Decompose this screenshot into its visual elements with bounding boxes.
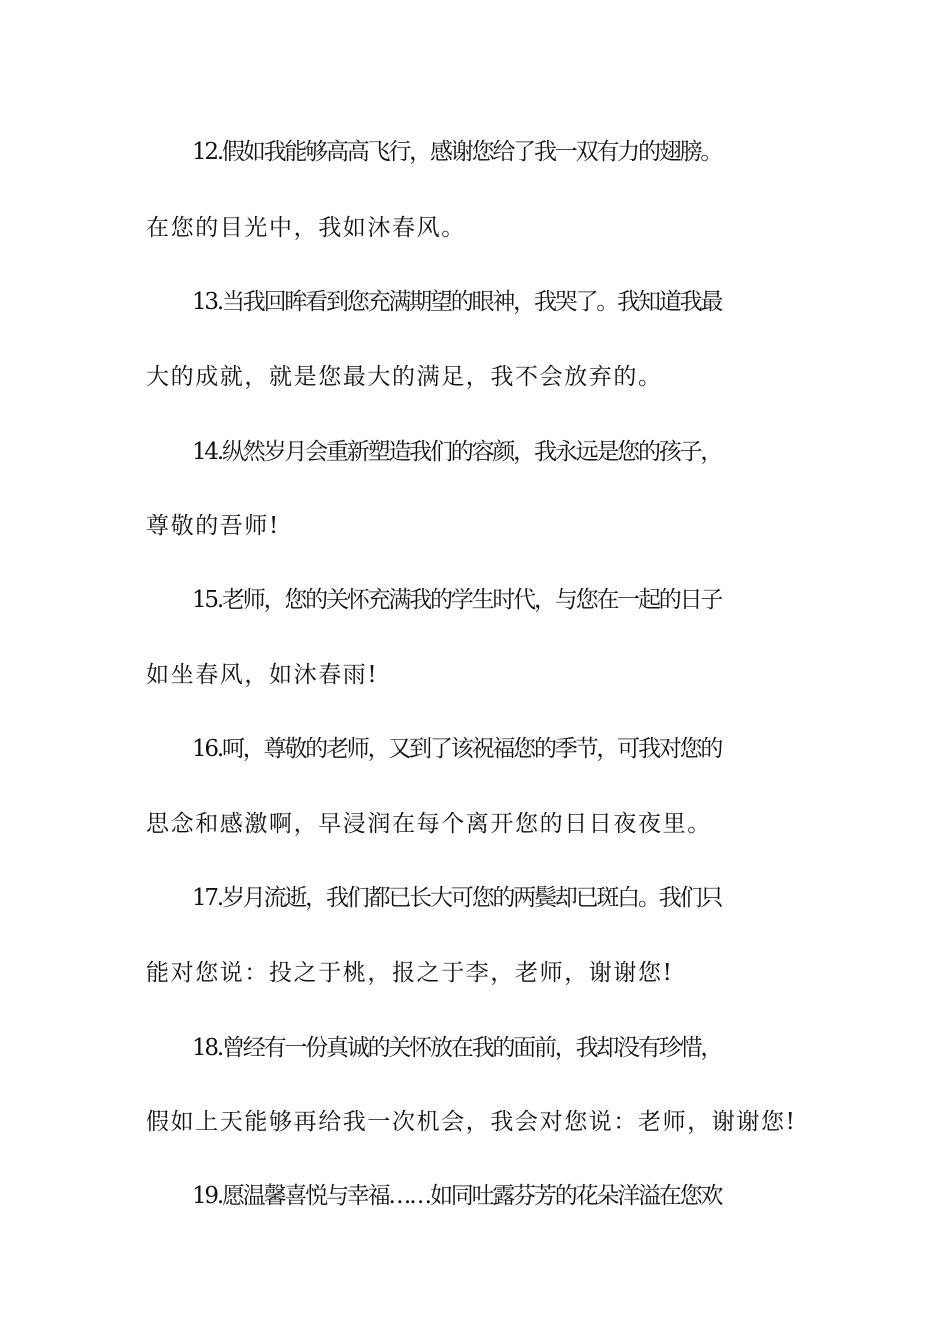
paragraph-18-line-1: 18.曾经有一份真诚的关怀放在我的面前，我却没有珍惜， xyxy=(192,1035,722,1061)
paragraph-16-line-1: 16.呵，尊敬的老师，又到了该祝福您的季节，可我对您的 xyxy=(192,736,722,762)
paragraph-17-line-1: 17.岁月流逝，我们都已长大可您的两鬓却已斑白。我们只 xyxy=(192,885,722,911)
paragraph-12-line-2: 在您的目光中，我如沐春风。 xyxy=(146,215,466,241)
paragraph-13-line-1: 13.当我回眸看到您充满期望的眼神，我哭了。我知道我最 xyxy=(192,289,722,315)
paragraph-14-line-1: 14.纵然岁月会重新塑造我们的容颜，我永远是您的孩子， xyxy=(192,439,722,465)
paragraph-15-line-2: 如坐春风，如沐春雨! xyxy=(146,662,379,688)
paragraph-15-line-1: 15.老师，您的关怀充满我的学生时代，与您在一起的日子 xyxy=(192,587,722,613)
paragraph-17-line-2: 能对您说：投之于桃，报之于李，老师，谢谢您! xyxy=(146,960,674,986)
paragraph-13-line-2: 大的成就，就是您最大的满足，我不会放弃的。 xyxy=(146,364,663,390)
paragraph-12-line-1: 12.假如我能够高高飞行，感谢您给了我一双有力的翅膀。 xyxy=(192,139,722,165)
paragraph-16-line-2: 思念和感激啊，早浸润在每个离开您的日日夜夜里。 xyxy=(146,811,712,837)
paragraph-18-line-2: 假如上天能够再给我一次机会，我会对您说：老师，谢谢您! xyxy=(146,1109,797,1135)
paragraph-14-line-2: 尊敬的吾师! xyxy=(146,513,280,539)
paragraph-19-line-1: 19.愿温馨喜悦与幸福……如同吐露芬芳的花朵洋溢在您欢 xyxy=(192,1183,722,1209)
